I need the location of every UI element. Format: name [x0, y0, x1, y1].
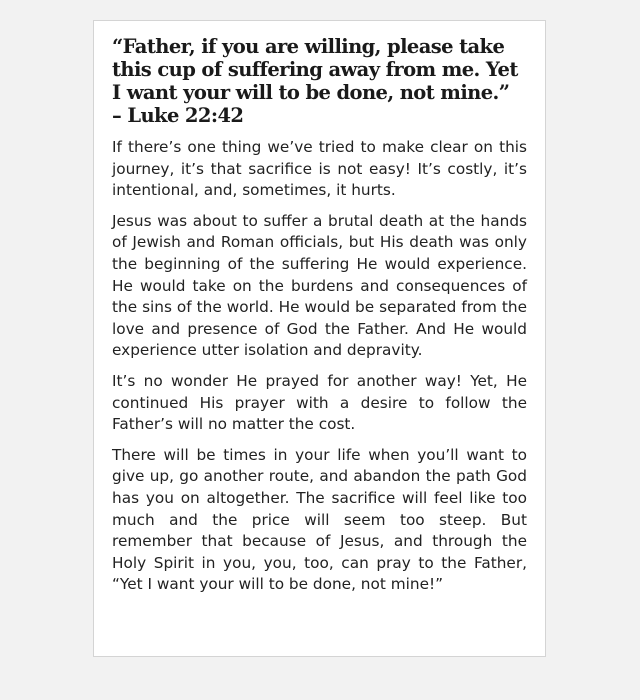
scripture-quote: “Father, if you are willing, please take this cup of suffering away from me. Yet I want your will to be done, not mine.”: [112, 35, 518, 104]
body-paragraph-1: If there’s one thing we’ve tried to make clear on this journey, it’s that sacrifice is not easy! It’s costly, it’s intentional, and, sometimes, it hurts.: [112, 138, 527, 200]
body-paragraph-2: Jesus was about to suffer a brutal death at the hands of Jewish and Roman officials, but His death was only the beginning of the suffering He would experience. He would take on the burdens and consequences of the sins of the world. He would be separated from the love and presence of God the Father. And He would experience utter isolation and depravity.: [112, 211, 527, 360]
body-paragraph-3: It’s no wonder He prayed for another way! Yet, He continued His prayer with a desire to follow the Father’s will no matter the cost.: [112, 371, 527, 434]
scripture-reference: – Luke 22:42: [112, 104, 244, 127]
devotional-card: [93, 20, 546, 657]
body-paragraph-4: There will be times in your life when you’ll want to give up, go another route, and abandon the path God has you on altogether. The sacrifice will feel like too much and the price will seem too steep. But remember that because of Jesus, and through the Holy Spirit in you, you, too, can pray to the Father, “Yet I want your will to be done, not mine!”: [112, 445, 527, 594]
